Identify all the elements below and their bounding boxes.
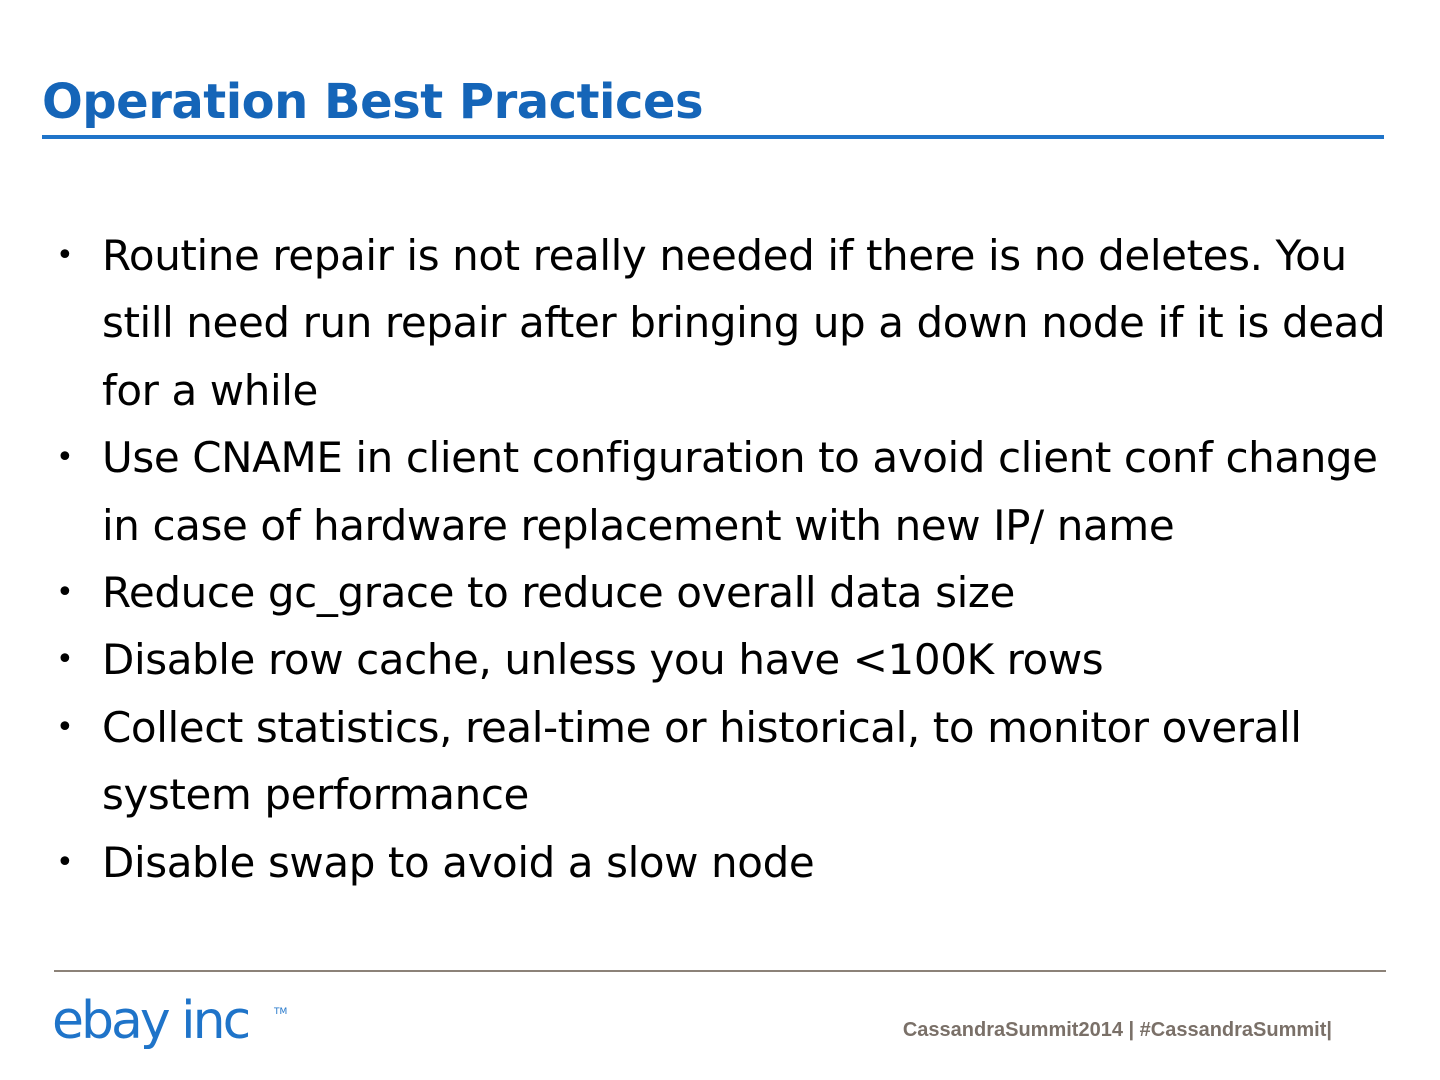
bullet-icon: •: [56, 440, 74, 476]
bullet-icon: •: [56, 642, 74, 678]
bullet-item: [56, 424, 1386, 559]
footer-divider: [54, 970, 1386, 972]
title-underline: [42, 135, 1384, 139]
bullet-icon: •: [56, 844, 74, 880]
slide-title: Operation Best Practices: [42, 74, 704, 130]
logo-wordmark: ebay inc: [52, 991, 249, 1051]
bullet-text: Disable swap to avoid a slow node: [102, 837, 815, 887]
bullet-icon: •: [56, 575, 74, 611]
bullet-item: [56, 829, 1386, 896]
bullet-item: [56, 694, 1386, 829]
bullet-item: [56, 222, 1386, 424]
footer-event-text: CassandraSummit2014 | #CassandraSummit|: [902, 1019, 1332, 1041]
logo-trademark: TM: [274, 1007, 288, 1017]
bullet-text: Routine repair is not really needed if there is no deletes. You still need run repair after bringing up a down node if it is dead for a while: [102, 231, 1386, 415]
bullet-icon: •: [56, 238, 74, 273]
bullet-item: [56, 626, 1386, 693]
bullet-text: Reduce gc_grace to reduce overall data size: [102, 568, 1015, 618]
ebay-inc-logo: [52, 988, 292, 1058]
bullet-text: Collect statistics, real-time or historical, to monitor overall system performance: [102, 702, 1302, 820]
bullet-list: [56, 222, 1386, 896]
bullet-text: Use CNAME in client configuration to avoid client conf change in case of hardware replacement with new IP/ name: [102, 433, 1378, 550]
bullet-icon: •: [56, 709, 74, 745]
bullet-item: [56, 559, 1386, 626]
bullet-text: Disable row cache, unless you have <100K rows: [102, 635, 1104, 685]
